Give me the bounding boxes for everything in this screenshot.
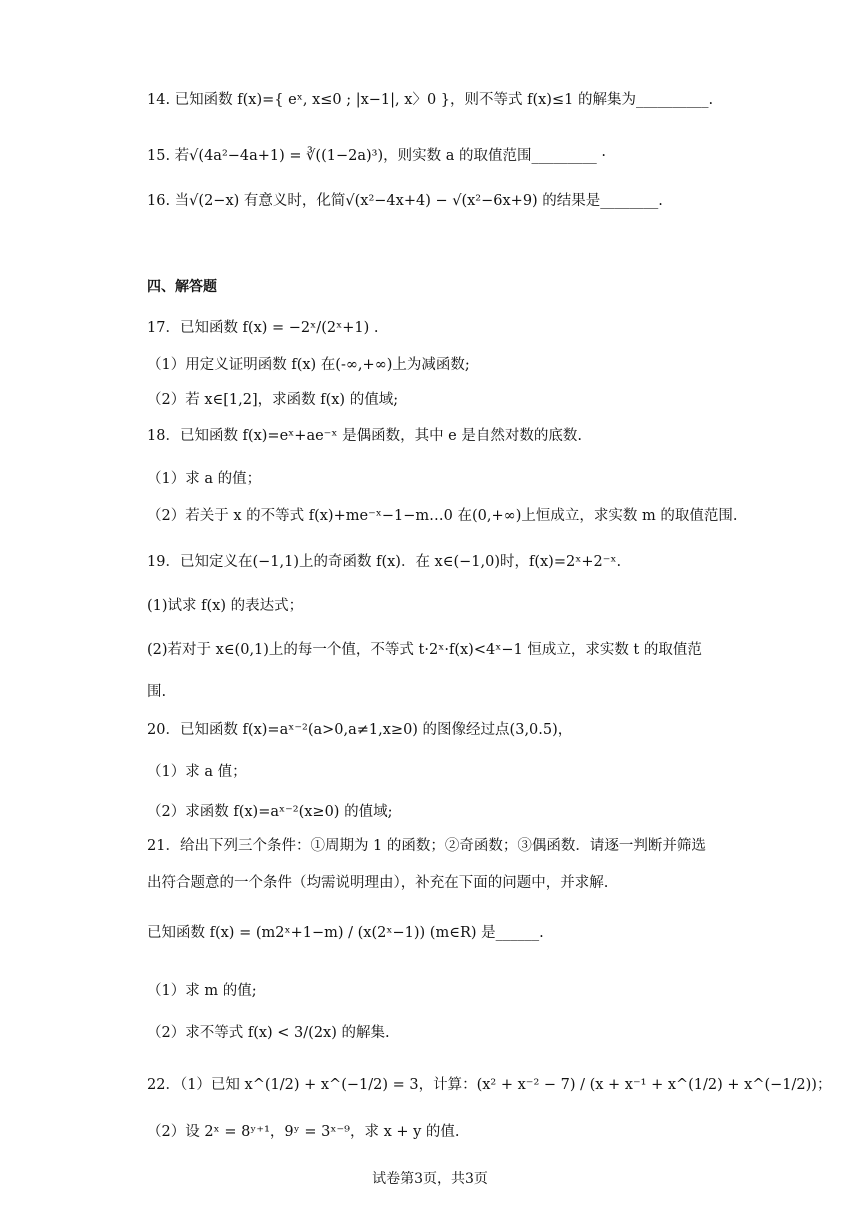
question-19-part-2b: 围.: [147, 684, 167, 700]
question-17-part-1: （1）用定义证明函数 f(x) 在(-∞,+∞)上为减函数;: [147, 357, 470, 373]
question-16-number: 16.: [147, 193, 171, 209]
question-21-stem: 已知函数 f(x) = (m2ˣ+1−m) / (x(2ˣ−1)) (m∈R) 是______.: [147, 925, 544, 941]
question-16: [147, 191, 663, 211]
question-18-part-1: （1）求 a 的值；: [147, 471, 262, 487]
section-heading-answer: 四、解答题: [147, 279, 217, 295]
question-22-part-2: （2）设 2ˣ = 8ʸ⁺¹，9ʸ = 3ˣ⁻⁹，求 x + y 的值.: [147, 1124, 460, 1140]
question-15-text: 若√(4a²−4a+1) = ∛((1−2a)³)，则实数 a 的取值范围_________ ·: [174, 148, 606, 164]
question-21-part-1: （1）求 m 的值;: [147, 983, 257, 999]
question-15: [147, 146, 606, 166]
question-19-part-1: (1)试求 f(x) 的表达式；: [147, 598, 304, 614]
question-21-part-2: （2）求不等式 f(x) < 3/(2x) 的解集.: [147, 1025, 390, 1041]
question-21-line-2: 出符合题意的一个条件（均需说明理由），补充在下面的问题中，并求解.: [147, 875, 609, 891]
question-20-part-2: （2）求函数 f(x)=aˣ⁻²(x≥0) 的值域;: [147, 804, 393, 820]
question-14-text: 已知函数 f(x)={ eˣ, x≤0 ; |x−1|, x〉0 }，则不等式 f(x)≤1 的解集为__________.: [174, 92, 714, 108]
question-17-part-2: （2）若 x∈[1,2]，求函数 f(x) 的值域;: [147, 392, 399, 408]
question-21-line-1: 21．给出下列三个条件：①周期为 1 的函数；②奇函数；③偶函数．请逐一判断并筛选: [147, 838, 706, 854]
question-20-part-1: （1）求 a 值；: [147, 764, 247, 780]
question-17: 17．已知函数 f(x) = −2ˣ/(2ˣ+1) .: [147, 320, 379, 336]
question-20: 20．已知函数 f(x)=aˣ⁻²(a>0,a≠1,x≥0) 的图像经过点(3,0.5)，: [147, 722, 573, 738]
question-22-part-1: 22．（1）已知 x^(1/2) + x^(−1/2) = 3，计算：(x² + x⁻² − 7) / (x + x⁻¹ + x^(1/2) + x^(−1/2))；: [147, 1077, 832, 1093]
question-15-number: 15.: [147, 148, 171, 164]
question-16-text: 当√(2−x) 有意义时，化简√(x²−4x+4) − √(x²−6x+9) 的结果是________.: [174, 193, 663, 209]
question-14: [147, 90, 713, 110]
page-footer: 试卷第3页，共3页: [372, 1171, 488, 1187]
question-18-part-2: （2）若关于 x 的不等式 f(x)+me⁻ˣ−1−m…0 在(0,+∞)上恒成立，求实数 m 的取值范围.: [147, 508, 738, 524]
question-19: 19．已知定义在(−1,1)上的奇函数 f(x)．在 x∈(−1,0)时，f(x)=2ˣ+2⁻ˣ.: [147, 554, 622, 570]
question-18: 18．已知函数 f(x)=eˣ+ae⁻ˣ 是偶函数，其中 e 是自然对数的底数.: [147, 428, 582, 444]
question-14-number: 14.: [147, 92, 171, 108]
question-19-part-2a: (2)若对于 x∈(0,1)上的每一个值，不等式 t·2ˣ·f(x)<4ˣ−1 恒成立，求实数 t 的取值范: [147, 642, 702, 658]
